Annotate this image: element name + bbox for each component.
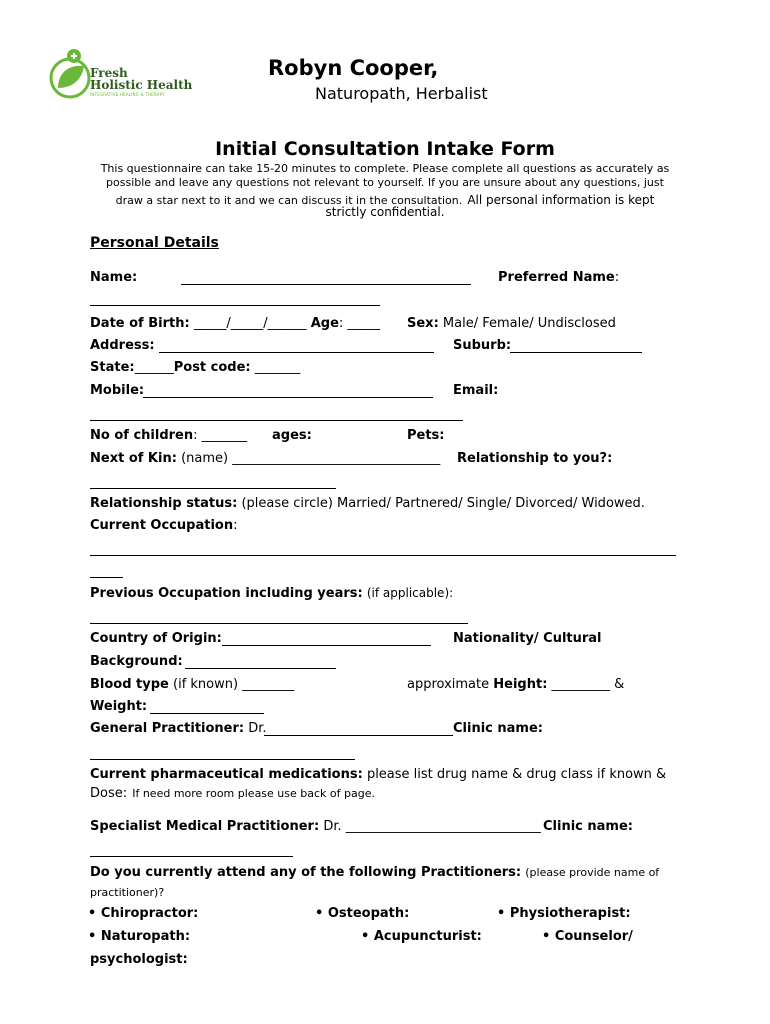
current-meds-hint: please list drug name & drug class if known &: [366, 767, 667, 782]
previous-occupation-row: [90, 586, 453, 601]
specialist-field[interactable]: Dr. ______________________________: [323, 819, 541, 834]
next-of-kin-row: [90, 451, 440, 466]
preferred-name-label: [498, 270, 619, 285]
current-occupation-colon: :: [233, 518, 238, 533]
specialist-row: [90, 819, 541, 834]
intro-line-3b: All personal information is kept: [467, 193, 655, 207]
relationship-to-you-label: Relationship to you?:: [457, 451, 613, 466]
children-row: [90, 428, 247, 443]
blood-type-field[interactable]: (if known) ________: [173, 677, 295, 692]
gp-clinic-label: Clinic name:: [453, 721, 543, 736]
age-label: Age: [310, 316, 339, 331]
gp-prefix: Dr.: [248, 721, 267, 736]
preferred-name-colon: :: [614, 270, 620, 285]
country-field[interactable]: [222, 645, 431, 646]
children-label: No of children: [90, 428, 194, 443]
nationality-label: Nationality/ Cultural: [453, 631, 602, 646]
approx-label: approximate: [407, 677, 490, 692]
age-field[interactable]: : _____: [338, 316, 380, 331]
pets-label: Pets:: [407, 428, 445, 443]
height-field[interactable]: _________ &: [551, 677, 625, 692]
blood-type-label: Blood type: [90, 677, 169, 692]
ages-label: ages:: [272, 428, 312, 443]
country-label: Country of Origin:: [90, 631, 222, 646]
relationship-status-options[interactable]: (please circle) Married/ Partnered/ Single/ Divorced/ Widowed.: [241, 496, 645, 511]
current-meds-label: Current pharmaceutical medications:: [90, 767, 363, 782]
logo-line1: Fresh: [90, 66, 128, 80]
state-row: [90, 360, 300, 375]
dose-hint: If need more room please use back of page.: [132, 787, 375, 800]
name-field[interactable]: [181, 284, 471, 285]
state-field[interactable]: ______: [134, 360, 174, 375]
attend-hint-2: practitioner)?: [90, 886, 165, 899]
sex-options[interactable]: Male/ Female/ Undisclosed: [442, 316, 616, 331]
background-label: Background:: [90, 654, 183, 669]
current-meds-row: [90, 767, 666, 782]
current-occupation-field-continued[interactable]: [90, 577, 123, 578]
practitioner-name: Robyn Cooper,: [268, 56, 439, 80]
mobile-label: Mobile:: [90, 383, 145, 398]
naturopath-label: • Naturopath:: [88, 929, 191, 944]
gp-label: General Practitioner:: [90, 721, 245, 736]
preferred-name-text: Preferred Name: [498, 270, 615, 285]
height-label: Height:: [493, 677, 548, 692]
current-occupation-field[interactable]: [90, 555, 676, 556]
relationship-status-label: Relationship status:: [90, 496, 238, 511]
dose-label: Dose:: [90, 786, 128, 801]
name-label: Name:: [90, 270, 138, 285]
logo-tagline: INTEGRATIVE HEALING & THERAPY: [90, 92, 165, 97]
current-occupation-row: [90, 518, 237, 533]
counselor-label: • Counselor/: [542, 929, 633, 944]
postcode-label: Post code:: [173, 360, 251, 375]
address-label: Address:: [90, 338, 155, 353]
sex-row: [407, 316, 616, 331]
attend-question: Do you currently attend any of the following Practitioners:: [90, 865, 522, 880]
previous-occupation-label: Previous Occupation including years:: [90, 586, 363, 601]
dose-row: [90, 782, 375, 801]
dob-label: Date of Birth:: [90, 316, 190, 331]
leaf-logo-icon: [46, 48, 96, 100]
specialist-clinic-field[interactable]: [90, 856, 293, 857]
logo: [46, 48, 196, 100]
email-field[interactable]: [90, 420, 463, 421]
acupuncturist-label: • Acupuncturist:: [361, 929, 482, 944]
mobile-field[interactable]: [143, 397, 433, 398]
previous-occupation-field[interactable]: [90, 623, 468, 624]
postcode-field[interactable]: _______: [254, 360, 301, 375]
chiropractor-label: • Chiropractor:: [88, 906, 199, 921]
email-label: Email:: [453, 383, 499, 398]
children-field[interactable]: : _______: [193, 428, 248, 443]
practitioner-title: Naturopath, Herbalist: [315, 84, 488, 103]
next-of-kin-field[interactable]: (name) ________________________________: [181, 451, 441, 466]
specialist-clinic-label: Clinic name:: [543, 819, 633, 834]
blood-type-row: [90, 677, 294, 692]
relationship-to-you-field[interactable]: [90, 488, 336, 489]
psychologist-label: psychologist:: [90, 952, 188, 967]
sex-label: Sex:: [407, 316, 439, 331]
physiotherapist-label: • Physiotherapist:: [497, 906, 631, 921]
suburb-field[interactable]: [510, 352, 642, 353]
suburb-label: Suburb:: [453, 338, 512, 353]
address-field[interactable]: [159, 352, 434, 353]
height-row: [407, 677, 624, 692]
gp-field[interactable]: [264, 735, 453, 736]
specialist-label: Specialist Medical Practitioner:: [90, 819, 320, 834]
state-label: State:: [90, 360, 135, 375]
osteopath-label: • Osteopath:: [315, 906, 410, 921]
weight-field[interactable]: [150, 713, 264, 714]
intro-line-3a: draw a star next to it and we can discuss it in the consultation.: [115, 194, 463, 207]
gp-clinic-field[interactable]: [90, 759, 355, 760]
background-field[interactable]: [185, 668, 336, 669]
intro-line-1: This questionnaire can take 15-20 minutes to complete. Please complete all questions as accurately as: [100, 162, 670, 175]
weight-label: Weight:: [90, 699, 148, 714]
attend-question-row: [90, 865, 659, 880]
section-title: Personal Details: [90, 235, 219, 251]
next-of-kin-label: Next of Kin:: [90, 451, 177, 466]
dob-field[interactable]: _____/_____/______: [193, 316, 307, 331]
preferred-name-field[interactable]: [90, 305, 380, 306]
previous-occupation-hint: (if applicable):: [366, 586, 454, 600]
dob-row: [90, 316, 380, 331]
gp-row: [90, 721, 267, 736]
logo-line2: Holistic Health: [90, 78, 193, 92]
intro-line-4: strictly confidential.: [325, 205, 445, 219]
intro-line-2: possible and leave any questions not relevant to yourself. If you are unsure about any questions, just: [106, 176, 664, 189]
current-occupation-label: Current Occupation: [90, 518, 234, 533]
relationship-status-row: [90, 496, 645, 511]
form-title: Initial Consultation Intake Form: [215, 138, 555, 160]
attend-hint: (please provide name of: [525, 866, 660, 879]
